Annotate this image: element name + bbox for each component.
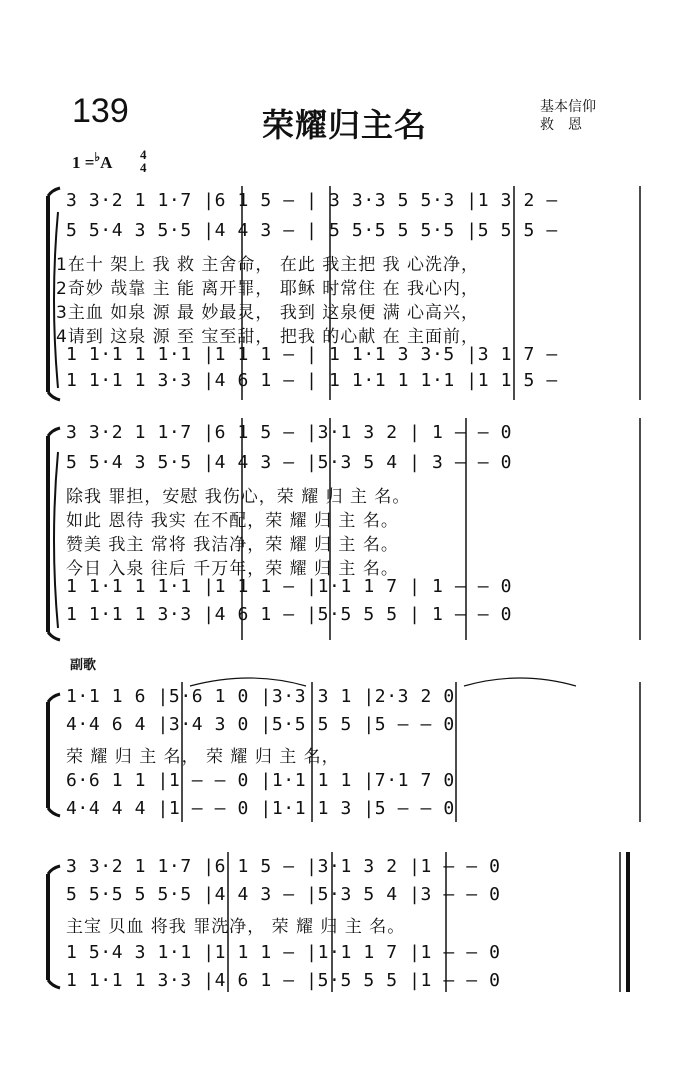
flat-symbol: ♭ [94, 150, 101, 164]
system1-soprano: 3 3·2 1 1·7 |6 1 5 – | 3 3·3 5 5·3 |1 3 2 – [66, 190, 558, 211]
system4-bass: 1 1·1 1 3·3 |4 6 1 – |5·5 5 5 |1 – – 0 [66, 970, 501, 991]
time-top: 4 [140, 147, 147, 162]
chorus-label: 副歌 [70, 658, 97, 673]
system2-verse1: 除我 罪担，安慰 我伤心，荣 耀 归 主 名。 [66, 487, 411, 507]
system1-verse3: 3主血 如泉 源 最 妙最灵， 我到 这泉便 满 心高兴， [56, 303, 480, 323]
system2-alto: 5 5·4 3 5·5 |4 4 3 – |5·3 5 4 | 3 – – 0 [66, 452, 513, 473]
system2-soprano: 3 3·2 1 1·7 |6 1 5 – |3·1 3 2 | 1 – – 0 [66, 422, 513, 443]
system1-verse4: 4请到 这泉 源 至 宝至甜， 把我 的心献 在 主面前， [56, 327, 480, 347]
system4-soprano: 3 3·2 1 1·7 |6 1 5 – |3·1 3 2 |1 – – 0 [66, 856, 501, 877]
system1-bass: 1 1·1 1 3·3 |4 6 1 – | 1 1·1 1 1·1 |1 1 5 – [66, 370, 558, 391]
key-prefix: 1 = [72, 153, 95, 172]
category-label: 基本信仰 [540, 99, 596, 115]
hymn-number: 139 [72, 92, 129, 130]
system4-tenor: 1 5·4 3 1·1 |1 1 1 – |1·1 1 7 |1 – – 0 [66, 942, 501, 963]
system3-lyric: 荣 耀 归 主 名， 荣 耀 归 主 名， [66, 747, 340, 767]
time-bottom: 4 [140, 160, 147, 175]
system3-tenor: 6·6 1 1 |1 – – 0 |1·1 1 1 |7·1 7 0 [66, 770, 455, 791]
system2-verse3: 赞美 我主 常将 我洁净，荣 耀 归 主 名。 [66, 535, 399, 555]
system1-tenor: 1 1·1 1 1·1 |1 1 1 – | 1 1·1 3 3·5 |3 1 7 – [66, 344, 558, 365]
system3-alto: 4·4 6 4 |3·4 3 0 |5·5 5 5 |5 – – 0 [66, 714, 455, 735]
key-letter: A [100, 153, 113, 172]
system1-verse2: 2奇妙 哉靠 主 能 离开罪， 耶稣 时常住 在 我心内， [56, 279, 480, 299]
system3-soprano: 1·1 1 6 |5·6 1 0 |3·3 3 1 |2·3 2 0 [66, 686, 455, 707]
system1-verse1: 1在十 架上 我 救 主舍命， 在此 我主把 我 心洗净， [56, 255, 480, 275]
system1-alto: 5 5·4 3 5·5 |4 4 3 – | 5 5·5 5 5·5 |5 5 5 – [66, 220, 558, 241]
system2-verse4: 今日 入泉 往后 千万年，荣 耀 归 主 名。 [66, 559, 399, 579]
hymn-title: 荣耀归主名 [262, 106, 428, 144]
system2-bass: 1 1·1 1 3·3 |4 6 1 – |5·5 5 5 | 1 – – 0 [66, 604, 513, 625]
system4-alto: 5 5·5 5 5·5 |4 4 3 – |5·3 5 4 |3 – – 0 [66, 884, 501, 905]
system3-bass: 4·4 4 4 |1 – – 0 |1·1 1 3 |5 – – 0 [66, 798, 455, 819]
system4-lyric: 主宝 贝血 将我 罪洗净， 荣 耀 归 主 名。 [66, 917, 406, 937]
system2-tenor: 1 1·1 1 1·1 |1 1 1 – |1·1 1 7 | 1 – – 0 [66, 576, 513, 597]
subcategory-label: 救 恩 [540, 117, 582, 133]
system2-verse2: 如此 恩待 我实 在不配，荣 耀 归 主 名。 [66, 511, 399, 531]
